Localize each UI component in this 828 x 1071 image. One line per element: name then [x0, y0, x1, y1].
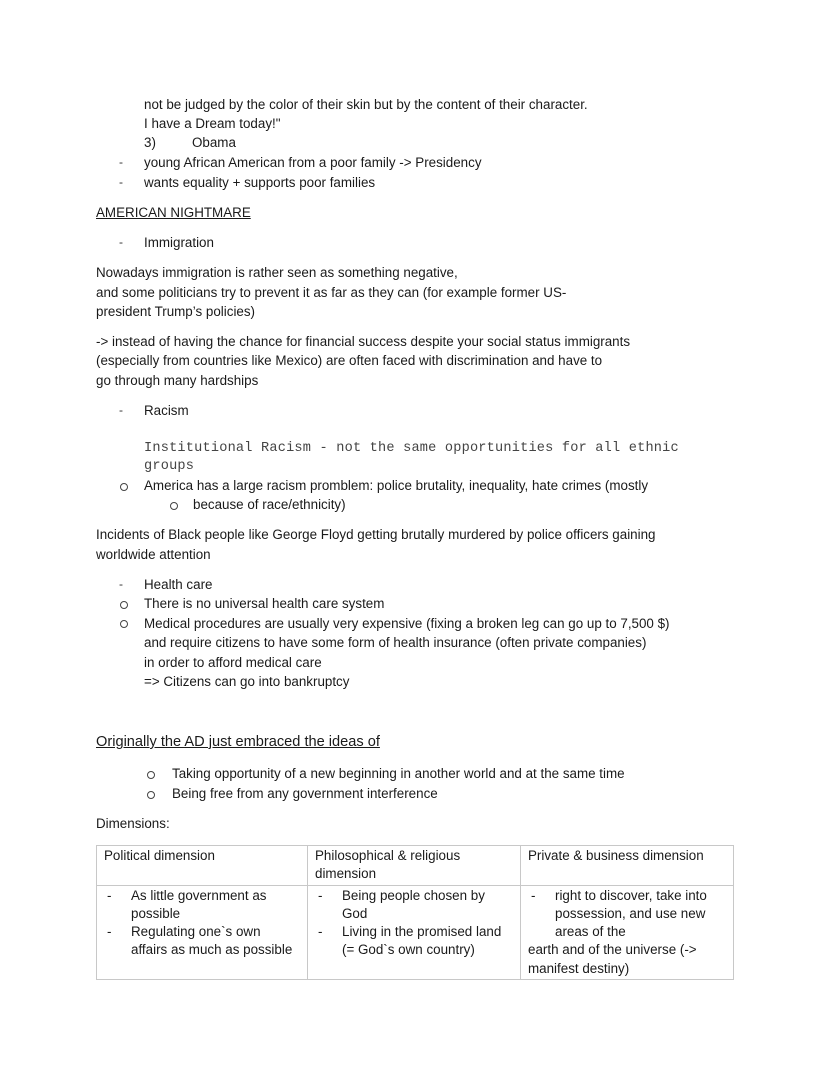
- circle-bullet-icon: [147, 791, 155, 799]
- topic-label: Health care: [144, 577, 213, 592]
- dash-bullet-icon: -: [318, 924, 323, 940]
- paragraph-line: worldwide attention: [96, 547, 211, 562]
- section-heading: Originally the AD just embraced the ideas of: [96, 734, 380, 750]
- paragraph-line: go through many hardships: [96, 373, 259, 388]
- dimensions-table: [96, 845, 734, 980]
- dash-bullet-icon: -: [531, 887, 536, 903]
- table-row: [97, 885, 734, 979]
- list-item-line: in order to afford medical care: [144, 655, 322, 670]
- list-item-line: and require citizens to have some form of health insurance (often private companies): [144, 635, 647, 650]
- paragraph-line: Nowadays immigration is rather seen as something negative,: [96, 265, 458, 280]
- header-political: Political dimension: [97, 846, 308, 886]
- list-item: - right to discover, take into possession, and use new areas of the: [531, 887, 707, 940]
- list-number: 3): [144, 135, 156, 150]
- quote-line: not be judged by the color of their skin but by the content of their character.: [144, 97, 588, 112]
- list-item: because of race/ethnicity): [193, 497, 346, 512]
- dash-bullet-icon: -: [119, 175, 123, 189]
- list-item: - Living in the promised land (= God`s own country): [318, 924, 502, 958]
- dash-bullet-icon: -: [107, 887, 112, 903]
- list-item-line: => Citizens can go into bankruptcy: [144, 674, 350, 689]
- paragraph-line: -> instead of having the chance for financial success despite your social status immigrants: [96, 334, 631, 349]
- quote-line: I have a Dream today!": [144, 116, 281, 131]
- dash-bullet-icon: -: [119, 577, 123, 591]
- list-item: Medical procedures are usually very expensive (fixing a broken leg can go up to 7,500 $): [144, 616, 670, 631]
- paragraph-line: Incidents of Black people like George Floyd getting brutally murdered by police officers gaining: [96, 527, 656, 542]
- obama-heading: Obama: [192, 135, 236, 150]
- private-cell: [521, 885, 734, 979]
- paragraph-line: president Trump’s policies): [96, 304, 256, 319]
- dash-bullet-icon: -: [119, 403, 123, 417]
- dimensions-label: Dimensions:: [96, 816, 170, 831]
- table-header-row: [97, 846, 734, 886]
- philosophical-cell: [308, 885, 521, 979]
- circle-bullet-icon: [170, 502, 178, 510]
- institutional-racism-line: Institutional Racism - not the same opportunities for all ethnic: [144, 441, 679, 456]
- list-item: Taking opportunity of a new beginning in another world and at the same time: [172, 766, 625, 781]
- political-cell: [97, 885, 308, 979]
- list-item: - As little government as possible: [107, 887, 267, 921]
- circle-bullet-icon: [120, 620, 128, 628]
- dash-bullet-icon: -: [119, 235, 123, 249]
- list-item: wants equality + supports poor families: [144, 175, 376, 190]
- dash-bullet-icon: -: [318, 887, 323, 903]
- list-item: - Being people chosen by God: [318, 887, 485, 921]
- topic-label: Immigration: [144, 235, 214, 250]
- private-cell-tail: earth and of the universe (-> manifest destiny): [528, 942, 697, 976]
- topic-label: Racism: [144, 403, 189, 418]
- section-heading: AMERICAN NIGHTMARE: [96, 205, 251, 220]
- institutional-racism-line: groups: [144, 459, 195, 474]
- list-item: There is no universal health care system: [144, 596, 385, 611]
- paragraph-line: and some politicians try to prevent it as far as they can (for example former US-: [96, 285, 567, 300]
- paragraph-line: (especially from countries like Mexico) are often faced with discrimination and have to: [96, 353, 603, 368]
- circle-bullet-icon: [120, 483, 128, 491]
- dash-bullet-icon: -: [107, 924, 112, 940]
- circle-bullet-icon: [120, 601, 128, 609]
- header-private: Private & business dimension: [521, 846, 734, 886]
- list-item: America has a large racism promblem: police brutality, inequality, hate crimes (mostly: [144, 478, 649, 493]
- list-item: - Regulating one`s own affairs as much as possible: [107, 924, 293, 958]
- header-philosophical: Philosophical & religious dimension: [308, 846, 521, 886]
- list-item: Being free from any government interference: [172, 786, 438, 801]
- dash-bullet-icon: -: [119, 155, 123, 169]
- circle-bullet-icon: [147, 771, 155, 779]
- list-item: young African American from a poor family -> Presidency: [144, 155, 482, 170]
